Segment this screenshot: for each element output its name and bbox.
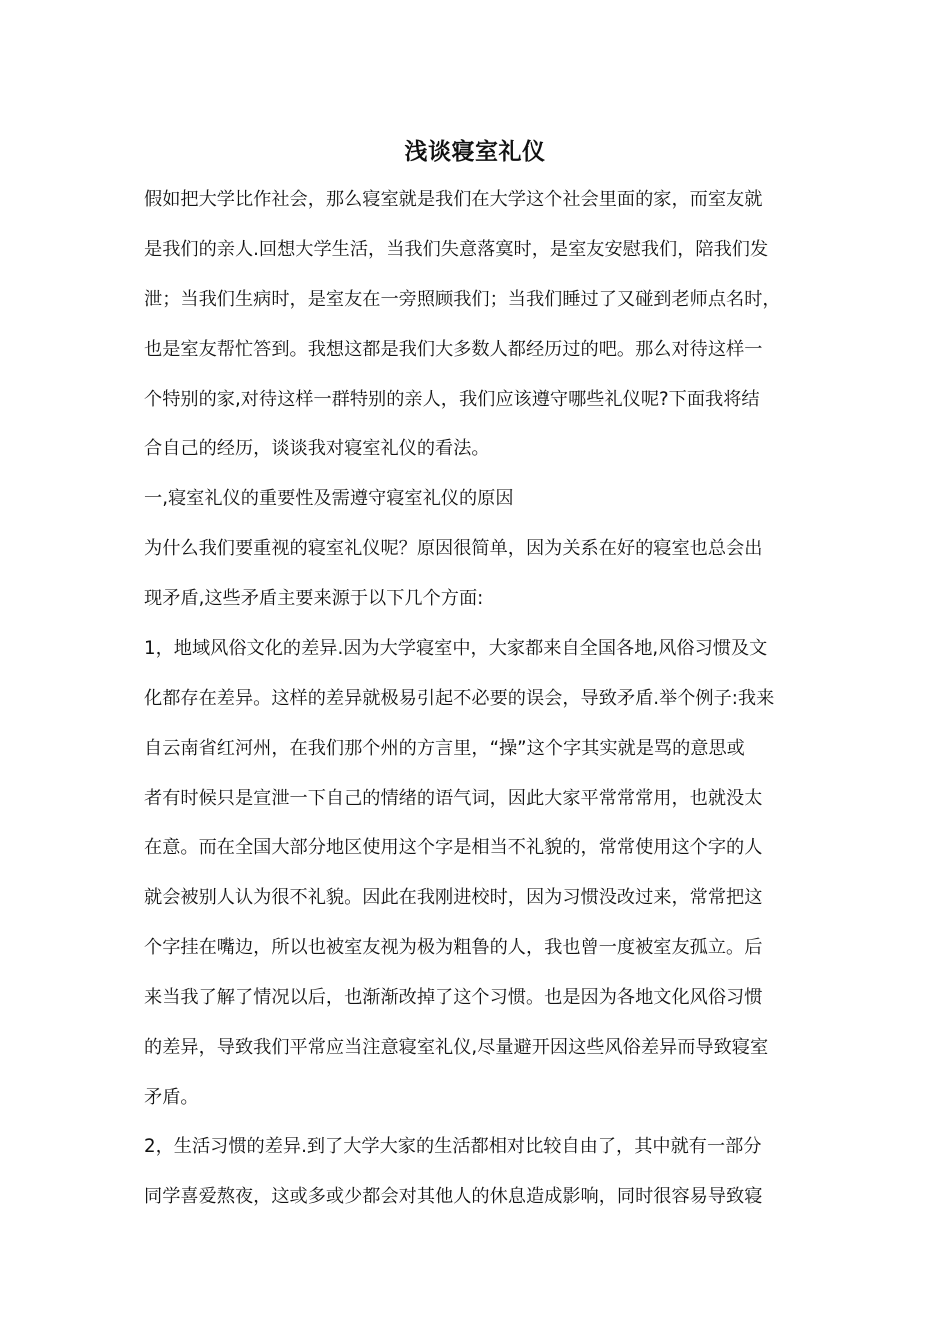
text-line: 合自己的经历，谈谈我对寝室礼仪的看法。 [144, 438, 490, 459]
text-line: 在意。而在全国大部分地区使用这个字是相当不礼貌的，常常使用这个字的人 [144, 837, 763, 858]
text-line: 是我们的亲人.回想大学生活，当我们失意落寞时，是室友安慰我们，陪我们发 [144, 239, 769, 260]
text-line: 化都存在差异。这样的差异就极易引起不必要的误会，导致矛盾.举个例子:我来 [144, 688, 775, 709]
section-heading: 一,寝室礼仪的重要性及需遵守寝室礼仪的原因 [144, 488, 514, 509]
text-line: 个字挂在嘴边，所以也被室友视为极为粗鲁的人，我也曾一度被室友孤立。后 [144, 937, 763, 958]
text-line: 同学喜爱熬夜，这或多或少都会对其他人的休息造成影响，同时很容易导致寝 [144, 1186, 763, 1207]
text-line: 来当我了解了情况以后，也渐渐改掉了这个习惯。也是因为各地文化风俗习惯 [144, 987, 763, 1008]
text-line: 假如把大学比作社会，那么寝室就是我们在大学这个社会里面的家，而室友就 [144, 189, 763, 210]
text-line: 自云南省红河州，在我们那个州的方言里，“操”这个字其实就是骂的意思或 [144, 738, 745, 759]
text-line: 1，地域风俗文化的差异.因为大学寝室中，大家都来自全国各地,风俗习惯及文 [144, 638, 768, 659]
text-line: 矛盾。 [144, 1087, 199, 1108]
text-line: 个特别的家,对待这样一群特别的亲人，我们应该遵守哪些礼仪呢?下面我将结 [144, 389, 760, 410]
text-line: 为什么我们要重视的寝室礼仪呢？原因很简单，因为关系在好的寝室也总会出 [144, 538, 763, 559]
text-line: 的差异，导致我们平常应当注意寝室礼仪,尽量避开因这些风俗差异而导致寝室 [144, 1037, 769, 1058]
text-line: 泄；当我们生病时，是室友在一旁照顾我们；当我们睡过了又碰到老师点名时， [144, 289, 781, 310]
text-line: 2，生活习惯的差异.到了大学大家的生活都相对比较自由了，其中就有一部分 [144, 1136, 762, 1157]
text-line: 也是室友帮忙答到。我想这都是我们大多数人都经历过的吧。那么对待这样一 [144, 339, 763, 360]
text-line: 就会被别人认为很不礼貌。因此在我刚进校时，因为习惯没改过来，常常把这 [144, 887, 763, 908]
document-title: 浅谈寝室礼仪 [404, 139, 546, 165]
text-line: 现矛盾,这些矛盾主要来源于以下几个方面: [144, 588, 484, 609]
text-line: 者有时候只是宣泄一下自己的情绪的语气词，因此大家平常常常用，也就没太 [144, 788, 763, 809]
